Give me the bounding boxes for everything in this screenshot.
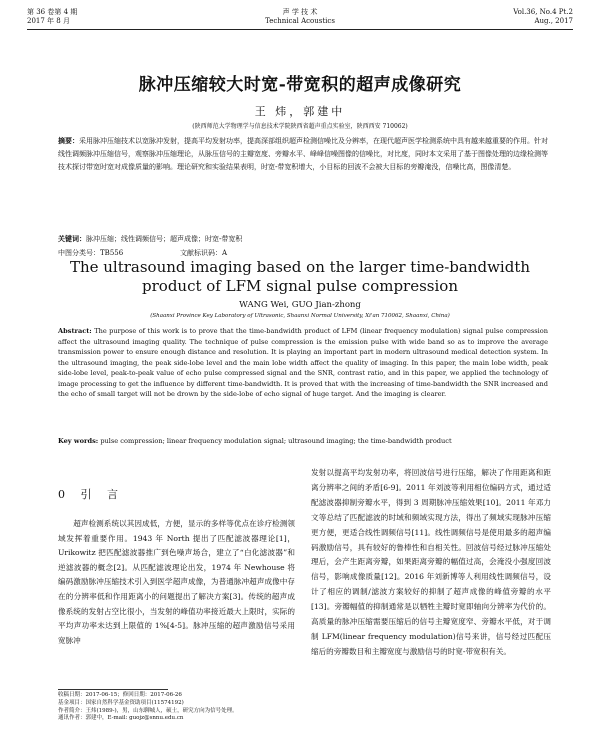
footnote-author: 作者简介：王炜(1989-)，男，山东聊城人，硕士，研究方向为信号处理。 xyxy=(58,707,238,714)
keywords-cn-text: 脉冲压缩；线性调频信号；超声成像；时宽-带宽积 xyxy=(86,235,243,243)
intro-left-paragraph: 超声检测系统以其因成低，方便，显示的多样等优点在诊疗检测领域发挥着重要作用。1943 年 North 提出了匹配滤波器理论[1]，Urikowitz 把匹配滤波器推广到色噪声场合，建立了“白化滤波器”和逆滤波器的概念[2]。从匹配滤波理论出发，1974 年 Newhouse 将编码激励脉冲压缩技术引入到医学超声成像，为普通脉冲超声成像中存在的分辨率低和作用距离小的问题提出了解决方案[3]。传统的超声成像系统的发射占空比很小，当发射的峰值功率接近最大上限时，实际的平均声功率未达到上限值的 1%[4-5]。脉冲压缩的超声激励信号采用宽脉冲 xyxy=(58,519,295,645)
doc-code-label: 文献标识码： xyxy=(180,249,222,257)
abstract-chinese xyxy=(58,134,548,174)
keywords-cn-label: 关键词： xyxy=(58,234,86,243)
header-right xyxy=(513,8,573,26)
classification-line xyxy=(58,248,227,258)
clc-code: TB556 xyxy=(100,249,124,257)
journal-name-cn: 声 学 技 术 xyxy=(282,8,318,16)
journal-date-en: Aug., 2017 xyxy=(534,17,573,25)
footnote-received: 收稿日期：2017-06-15；修回日期：2017-06-26 xyxy=(58,692,182,698)
keywords-chinese xyxy=(58,234,548,244)
affiliation-chinese: (陕西师范大学物理学与信息技术学院陕西省超声重点实验室，陕西西安 710062) xyxy=(192,123,408,130)
keywords-en-text: pulse compression; linear frequency modulation signal; ultrasound imaging; the time-bandwidth product xyxy=(100,437,452,445)
footnote-fund: 基金项目：国家自然科学基金资助项目(11574192) xyxy=(58,699,184,706)
affiliation-english: (Shaanxi Province Key Laboratory of Ultrasonic, Shaanxi Normal University, Xi'an 710062, Shaanxi, China) xyxy=(150,313,450,319)
footnote-contact: 通讯作者：郭建中，E-mail: guojz@snnu.edu.cn xyxy=(58,715,184,722)
intro-right-paragraph: 发射以提高平均发射功率，将回波信号进行压缩，解决了作用距离和距离分辨率之间的矛盾[6-9]。2011 年刘波等利用相位编码方式，通过适配滤波器抑制旁瓣水平，得到 3 周期脉冲压缩效果[10]。2011 年邓力文等总结了匹配滤波的时域和频域实现方法，得出了频域实现脉冲压缩更方便，更适合线性调频信号[11]。线性调频信号是使用最多的超声编码激励信号，具有较好的鲁棒性和自相关性。回波信号经过脉冲压缩处理后，会产生距离旁瓣，如果距离旁瓣的幅值过高，会淹没小强度回波信号，影响成像质量[12]。2016 年刘新博等人利用线性调频信号，设计了相应的调制/滤波方案较好的抑制了超声成像的峰值旁瓣的水平[13]。旁瓣幅值的抑制通常是以牺牲主瓣时宽即轴向分辨率为代价的。高质量的脉冲压缩需要压缩后的信号主瓣宽度窄、旁瓣水平低，对于调制 LFM(linear frequency modulation)信号来讲，信号经过匹配压缩后的旁瓣数目和主瓣宽度与激励信号的时宽-带宽积有关。 xyxy=(311,468,551,656)
abstract-cn-label: 摘要： xyxy=(58,136,79,145)
keywords-en-label: Key words: xyxy=(58,437,99,445)
keywords-english xyxy=(58,437,548,445)
abstract-en-text: The purpose of this work is to prove that the time-bandwidth product of LFM (linear frequency modulation) signal pulse compression affect the ultrasound imaging quality. The technique of pulse compression is the emission pulse with wide band so as to improve the average transmission power to ensure enough distance and resolution. It is playing an important part in modern ultrasound medical detection system. In the ultrasound imaging, the peak side-lobe level and the main lobe width affect the quality of imaging. In this paper, the main lobe width, peak side-lobe level, peak-to-peak value of echo pulse compressed signal and the SNR, contrast ratio, and in this paper, we applied the technology of image processing to get the influence by different time-bandwidth. It is proved that with the increasing of time-bandwidth the SNR increased and the echo of small target will not be drown by the side-lobe of echo signal of huge target. And the imaging is clearer. xyxy=(58,327,548,398)
title-english xyxy=(0,258,600,296)
abstract-english xyxy=(58,326,548,400)
journal-name-en: Technical Acoustics xyxy=(265,17,335,25)
title-en-line1: The ultrasound imaging based on the larger time-bandwidth xyxy=(69,258,531,276)
section-heading: 0 引 言 xyxy=(58,488,124,501)
intro-left-column xyxy=(58,517,295,648)
title-chinese: 脉冲压缩较大时宽-带宽积的超声成像研究 xyxy=(138,75,462,95)
abstract-cn-text: 采用脉冲压缩技术以宽脉冲发射，提高平均发射功率，提高深部组织超声检测信噪比及分辨率，在现代超声医学检测系统中具有越来越重要的作用。针对线性调频脉冲压缩信号，观察脉冲压缩理论，从脉压信号的主瓣宽度、旁瓣水平、峰峰信噪图像的信噪比，对比度，同时本文采用了基于图像处理的边缘检测等技术探讨带宽时宽对成像质量的影响。理论研究和实验结果表明，时宽-带宽积增大，小目标的回波不会被大目标的旁瓣淹没，信噪比高，图像清楚。 xyxy=(58,137,548,171)
abstract-en-label: Abstract: xyxy=(58,327,92,335)
authors-chinese: 王 炜，郭建中 xyxy=(254,105,346,118)
authors-english: WANG Wei, GUO Jian-zhong xyxy=(239,300,361,310)
intro-right-column xyxy=(311,466,551,660)
footnote xyxy=(58,692,298,723)
doc-code: A xyxy=(222,249,228,257)
journal-volume-en: Vol.36, No.4 Pt.2 xyxy=(513,8,573,16)
running-header xyxy=(27,8,573,30)
header-center xyxy=(27,8,573,26)
title-en-line2: product of LFM signal pulse compression xyxy=(142,277,458,295)
clc-label: 中图分类号： xyxy=(58,249,100,257)
journal-volume: 第 36 卷第 4 期 xyxy=(27,8,78,16)
journal-date: 2017 年 8 月 xyxy=(27,17,70,25)
footnote-divider xyxy=(58,689,168,690)
